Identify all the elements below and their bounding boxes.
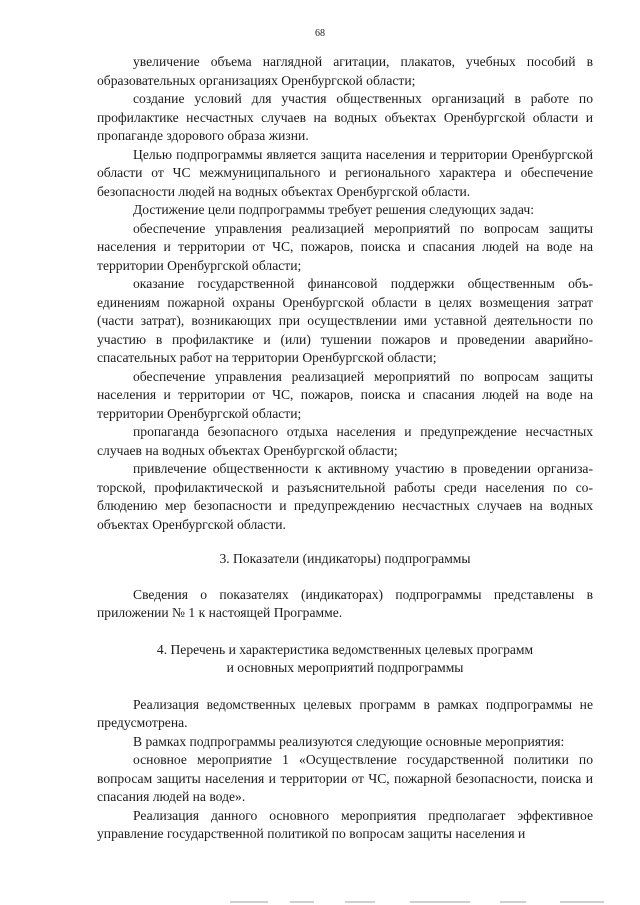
document-body	[97, 53, 593, 844]
section-4-paragraph-main-activities: В рамках подпрограммы реализуются следующие основные мероприятия:	[133, 733, 565, 749]
paragraph-public-organizations: создание условий для участия общественных организаций в работе по профилактике несчастных случаев на водных объектах Оренбургской области и пропаганде здорового образа жизни.	[97, 91, 593, 143]
paragraph-subprogram-goal: Целью подпрограммы является защита населения и территории Оренбургской области от ЧС межмуниципального и регионального характера и обеспечение безопасности людей на водных объектах Оренбургской области.	[97, 146, 593, 199]
section-4-paragraph-implementation: Реализация данного основного мероприятия предполагает эффективное управление государственной политикой по вопросам защиты населения и	[97, 807, 593, 841]
paragraph-task-propaganda: пропаганда безопасного отдыха населения и предупреждение несчастных случаев на водных объектах Оренбургской области;	[97, 424, 593, 458]
section-3-heading: 3. Показатели (индикаторы) подпрограммы	[219, 551, 471, 566]
paragraph-task-public-involvement: привлечение общественности к активному участию в проведении организаторской, профилактической и разъяснительной работы среди населения по соблюдению мер безопасности и предупреждению несчастных случаев на водных объектах Оренбургской области.	[97, 461, 593, 532]
paragraph-task-financial-support: оказание государственной финансовой поддержки общественным объединениям пожарной охраны Оренбургской области в целях возмещения затрат (части затрат), возникающих при осуществлении ими уставной деятельности по участию в профилактике и (или) тушении пожаров и проведении аварийно-спасательных работ на территории Оренбургской области;	[97, 276, 593, 365]
paragraph-task-management-repeat: обеспечение управления реализацией мероприятий по вопросам защиты населения и территории от ЧС, пожаров, поиска и спасания людей на воде на территории Оренбургской области;	[97, 368, 593, 421]
section-4-heading-line-1: 4. Перечень и характеристика ведомственных целевых программ	[156, 641, 534, 657]
section-3-paragraph: Сведения о показателях (индикаторах) подпрограммы представлены в приложении № 1 к настоящей Программе.	[97, 586, 593, 620]
section-4-heading	[97, 641, 593, 678]
paragraph-tasks-intro: Достижение цели подпрограммы требует решения следующих задач:	[133, 202, 535, 217]
page-number: 68	[315, 28, 325, 39]
section-4-paragraph-activity-1: основное мероприятие 1 «Осуществление государственной политики по вопросам защиты населения и территории от ЧС, пожарной безопасности, поиска и спасания людей на воде».	[97, 752, 593, 804]
paragraph-task-management: обеспечение управления реализацией мероприятий по вопросам защиты населения и территории от ЧС, пожаров, поиска и спасания людей на воде на территории Оренбургской области;	[97, 220, 593, 273]
section-4-heading-line-2: и основных мероприятий подпрограммы	[226, 660, 464, 675]
section-4-paragraph-no-programs: Реализация ведомственных целевых программ в рамках подпрограммы не предусмотрена.	[97, 696, 593, 730]
scan-edge-marks	[220, 898, 640, 905]
paragraph-agitation: увеличение объема наглядной агитации, плакатов, учебных пособий в образовательных организациях Оренбургской области;	[97, 54, 593, 88]
